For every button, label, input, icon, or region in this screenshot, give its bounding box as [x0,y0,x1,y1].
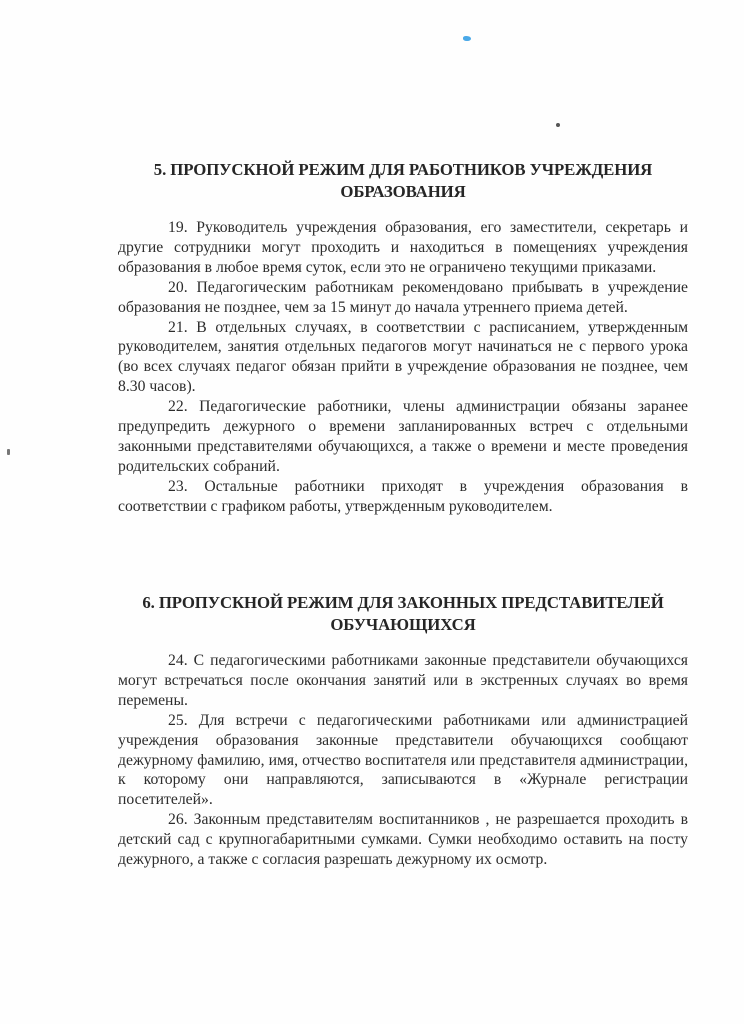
paragraph-26: 26. Законным представителям воспитанников , не разрешается проходить в детский сад с крупногабаритными сумками. Сумки необходимо оставить на посту дежурного, а также с согласия разрешать дежурному их осмотр. [118,811,688,869]
ink-mark [463,36,471,41]
section-heading [118,592,688,636]
heading-line: ОБРАЗОВАНИЯ [340,182,466,201]
paragraph-24: 24. С педагогическими работниками законные представители обучающихся могут встречаться после окончания занятий или в экстренных случаях во время перемены. [118,652,688,709]
section-6 [118,592,688,870]
paragraph-20: 20. Педагогическим работникам рекомендовано прибывать в учреждение образования не позднее, чем за 15 минут до начала утреннего приема детей. [118,278,688,316]
section-heading [118,159,688,203]
heading-line: ОБУЧАЮЩИХСЯ [330,615,476,634]
paragraph-23: 23. Остальные работники приходят в учреждения образования в соответствии с графиком работы, утвержденным руководителем. [118,477,688,515]
paragraph-22: 22. Педагогические работники, члены администрации обязаны заранее предупредить дежурного о времени запланированных встреч с отдельными законными представителями обучающихся, а также о времени и месте проведения родительских собраний. [118,398,688,475]
scan-speck [7,449,10,455]
heading-line: 6. ПРОПУСКНОЙ РЕЖИМ ДЛЯ ЗАКОННЫХ ПРЕДСТАВИТЕЛЕЙ [142,593,664,612]
scan-speck [556,123,560,127]
paragraph-21: 21. В отдельных случаях, в соответствии с расписанием, утвержденным руководителем, занятия отдельных педагогов могут начинаться не с первого урока (во всех случаях педагог обязан прийти в учреждение образования не позднее, чем 8.30 часов). [118,318,688,396]
paragraph-25: 25. Для встречи с педагогическими работниками или администрацией учреждения образования законные представители обучающихся сообщают дежурному фамилию, имя, отчество воспитателя или представителя администрации, к которому они направляются, записываются в «Журнале регистрации посетителей». [118,711,688,809]
paragraph-19: 19. Руководитель учреждения образования, его заместители, секретарь и другие сотрудники могут проходить и находиться в помещениях учреждения образования в любое время суток, если это не ограничено текущими приказами. [118,219,688,276]
heading-line: 5. ПРОПУСКНОЙ РЕЖИМ ДЛЯ РАБОТНИКОВ УЧРЕЖДЕНИЯ [153,160,653,179]
section-5 [118,159,688,517]
